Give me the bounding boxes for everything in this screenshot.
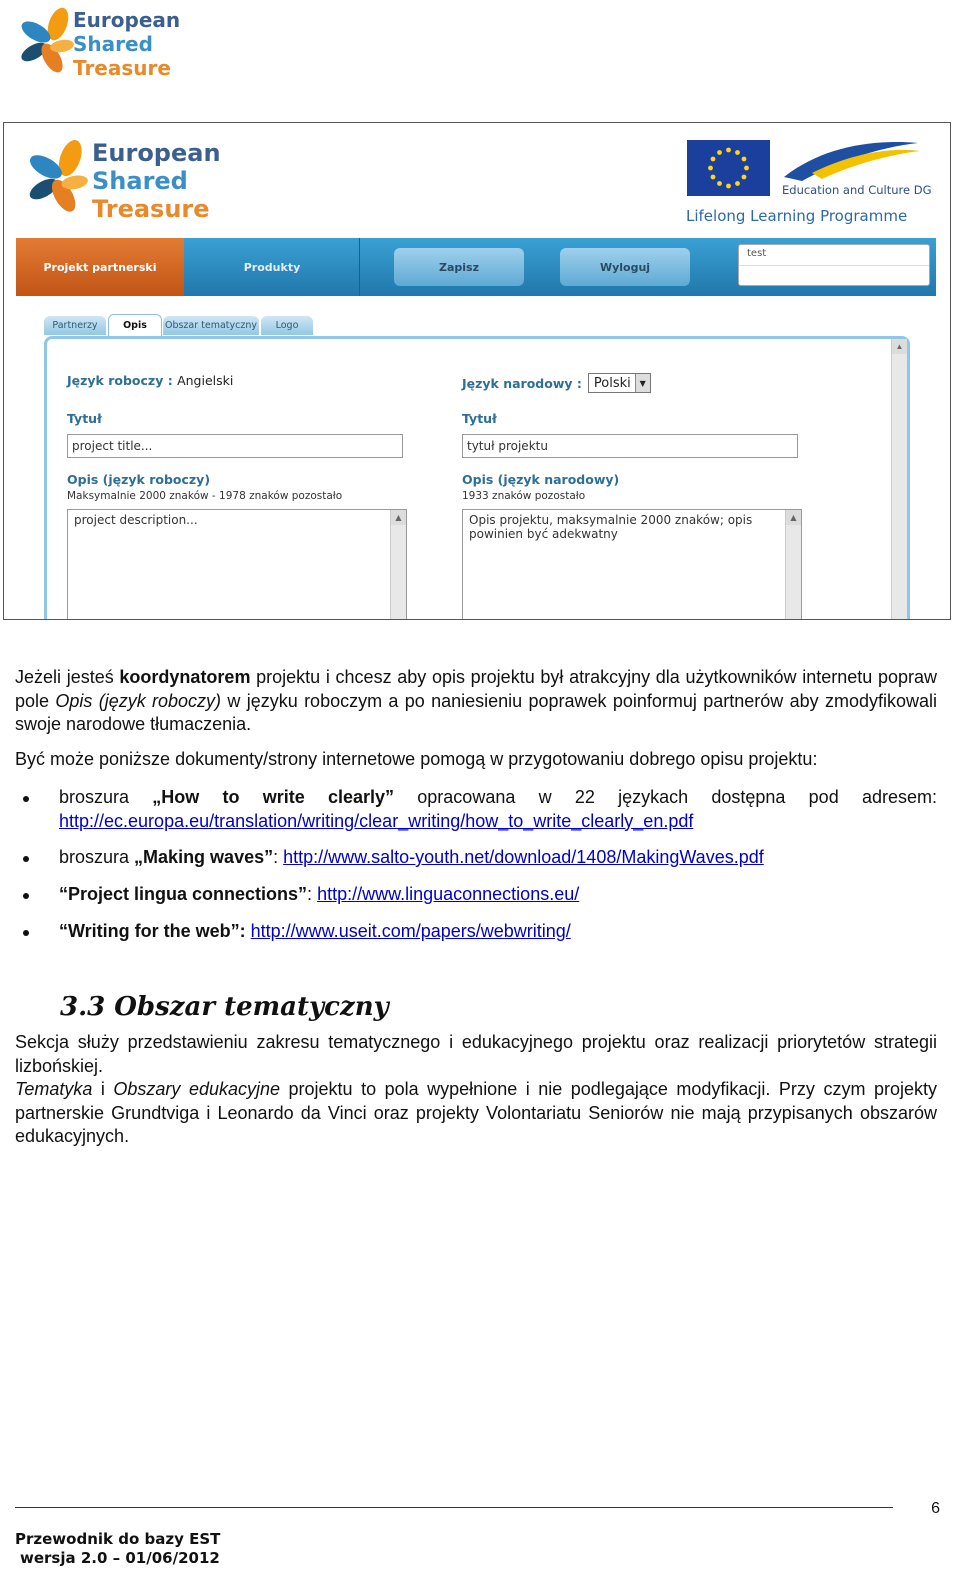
left-lang-value: Angielski xyxy=(177,373,234,388)
flower-icon xyxy=(26,135,88,221)
left-desc-label: Opis (język roboczy) xyxy=(67,472,211,487)
b1-word: opracowana xyxy=(417,787,516,807)
b1-word: adresem: xyxy=(861,787,937,807)
p1-italic: Opis (język roboczy) xyxy=(55,690,222,711)
tab-opis[interactable]: Opis xyxy=(108,314,162,336)
section-heading: 3.3 Obszar tematyczny xyxy=(60,992,389,1022)
tab-logo[interactable]: Logo xyxy=(261,316,313,335)
b1-word: dostępna xyxy=(711,787,786,807)
list-item xyxy=(15,786,937,836)
logo-line-2: Shared xyxy=(73,32,153,56)
b1-word: broszura xyxy=(59,787,130,807)
footer-title: Przewodnik do bazy EST xyxy=(15,1530,221,1548)
list-item xyxy=(15,920,937,944)
nav-bar xyxy=(16,238,936,296)
left-lang-label xyxy=(67,373,233,388)
b1-word: write xyxy=(262,787,305,807)
footer-divider xyxy=(15,1507,893,1508)
list-item xyxy=(15,846,937,870)
nav-search-box[interactable] xyxy=(738,244,930,286)
page-number: 6 xyxy=(931,1500,940,1517)
link-how-to-write-clearly[interactable]: http://ec.europa.eu/translation/writing/clear_writing/how_to_write_clearly_en.pdf xyxy=(59,810,694,831)
b1-word: 22 xyxy=(574,787,595,807)
p4-italic-2: Obszary edukacyjne xyxy=(113,1079,281,1099)
p4-text: i xyxy=(92,1079,114,1099)
right-title-label: Tytuł xyxy=(462,411,497,426)
b2-text: broszura xyxy=(59,847,135,867)
p1-text-e: w języku roboczym a po naniesieniu poprawek poinformuj partnerów aby zmodyfikowali swoje narodowe tłumaczenia. xyxy=(15,690,937,734)
paragraph-tematyka xyxy=(15,1078,937,1149)
tab-partnerzy[interactable]: Partnerzy xyxy=(44,316,106,335)
bullet-1-line xyxy=(59,786,937,810)
bullet-icon xyxy=(23,856,29,862)
right-title-input[interactable]: tytuł projektu xyxy=(462,434,798,458)
scroll-up-icon[interactable]: ▲ xyxy=(391,510,406,525)
tab-obszar-tematyczny[interactable]: Obszar tematyczny xyxy=(163,316,259,335)
footer-version: wersja 2.0 – 01/06/2012 xyxy=(20,1549,220,1567)
p1-bold: koordynatorem xyxy=(119,667,251,687)
app-header xyxy=(4,123,950,238)
left-textarea-scrollbar[interactable] xyxy=(390,510,406,620)
b1-word: pod xyxy=(808,787,839,807)
link-writing-for-web[interactable]: http://www.useit.com/papers/webwriting/ xyxy=(250,921,571,941)
search-value: test xyxy=(747,248,767,259)
right-desc-textarea[interactable] xyxy=(462,509,802,620)
p1-text-c: projektu i chcesz aby opis projektu był atrakcyjny dla użytkowników internetu popraw pole xyxy=(15,667,937,711)
b2-sep: : xyxy=(273,847,284,867)
b1-word: to xyxy=(222,787,240,807)
p4-text-rest: projektu to pola wypełnione i nie podlegające modyfikacji. Przy czym projekty partnerskie Grundtviga i Leonardo da Vinci oraz projekty Volontariatu Seniorów nie mają przypisanych obszarów edukacyjnych. xyxy=(15,1079,937,1146)
link-making-waves[interactable]: http://www.salto-youth.net/download/1408/MakingWaves.pdf xyxy=(283,847,764,867)
p4-italic-1: Tematyka xyxy=(15,1079,93,1099)
left-desc-textarea[interactable] xyxy=(67,509,407,620)
right-textarea-scrollbar[interactable] xyxy=(785,510,801,620)
b1-word: „How xyxy=(152,787,200,807)
b4-bold: “Writing for the web”: xyxy=(59,921,251,941)
left-desc-sub: Maksymalnie 2000 znaków - 1978 znaków pozostało xyxy=(67,490,343,502)
app-logo-line-2: Shared xyxy=(92,167,188,195)
eu-flag-icon xyxy=(687,140,770,196)
bullet-icon xyxy=(23,893,29,899)
b1-word: językach xyxy=(618,787,689,807)
b3-sep: : xyxy=(307,884,318,904)
nav-projekt-partnerski[interactable]: Projekt partnerski xyxy=(16,238,184,296)
eu-caption-2: Lifelong Learning Programme xyxy=(686,207,908,225)
app-logo-line-3: Treasure xyxy=(92,195,210,223)
paragraph-resources: Być może poniższe dokumenty/strony internetowe pomogą w przygotowaniu dobrego opisu projektu: xyxy=(15,749,818,769)
logo-line-1: European xyxy=(73,8,181,32)
paragraph-coordinator xyxy=(15,666,937,737)
chevron-down-icon[interactable]: ▼ xyxy=(635,374,650,392)
left-title-input[interactable]: project title... xyxy=(67,434,403,458)
swoosh-icon xyxy=(782,137,922,187)
bullet-icon xyxy=(23,930,29,936)
app-screenshot xyxy=(3,122,951,620)
b1-word: w xyxy=(538,787,552,807)
language-select[interactable] xyxy=(588,373,651,393)
flower-icon xyxy=(18,6,74,78)
logo-line-3: Treasure xyxy=(73,56,171,80)
list-item xyxy=(15,883,937,907)
scroll-up-icon[interactable]: ▲ xyxy=(786,510,801,525)
save-button[interactable]: Zapisz xyxy=(394,248,524,286)
bullet-icon xyxy=(23,796,29,802)
nav-produkty[interactable]: Produkty xyxy=(243,260,301,274)
form-panel xyxy=(44,336,910,620)
logout-button[interactable]: Wyloguj xyxy=(560,248,690,286)
left-title-label: Tytuł xyxy=(67,411,102,426)
eu-caption-1: Education and Culture DG xyxy=(782,183,932,197)
right-desc-label: Opis (język narodowy) xyxy=(462,472,620,487)
b3-bold: “Project lingua connections” xyxy=(59,884,308,904)
paragraph-section-intro: Sekcja służy przedstawieniu zakresu tematycznego i edukacyjnego projektu oraz realizacji priorytetów strategii lizbońskiej. xyxy=(15,1032,937,1076)
right-lang-label: Język narodowy : xyxy=(462,375,582,391)
left-lang-label-text: Język roboczy : xyxy=(67,373,173,388)
right-desc-sub: 1933 znaków pozostało xyxy=(462,490,586,502)
p1-text-a: Jeżeli jesteś xyxy=(15,667,120,687)
right-lang-row xyxy=(462,373,651,393)
b2-bold: „Making waves” xyxy=(134,847,274,867)
tab-strip xyxy=(44,316,344,337)
scroll-up-icon[interactable]: ▲ xyxy=(892,339,907,354)
link-lingua-connections[interactable]: http://www.linguaconnections.eu/ xyxy=(317,884,580,904)
app-logo-line-1: European xyxy=(92,139,221,167)
b1-word: clearly” xyxy=(327,787,395,807)
nav-divider xyxy=(359,238,360,296)
right-desc-text: Opis projektu, maksymalnie 2000 znaków; opis powinien być adekwatny xyxy=(469,513,753,541)
language-select-value: Polski xyxy=(593,375,631,391)
search-divider xyxy=(739,265,929,266)
form-scrollbar[interactable] xyxy=(891,339,907,620)
left-desc-text: project description... xyxy=(74,513,198,527)
est-logo xyxy=(18,6,181,82)
